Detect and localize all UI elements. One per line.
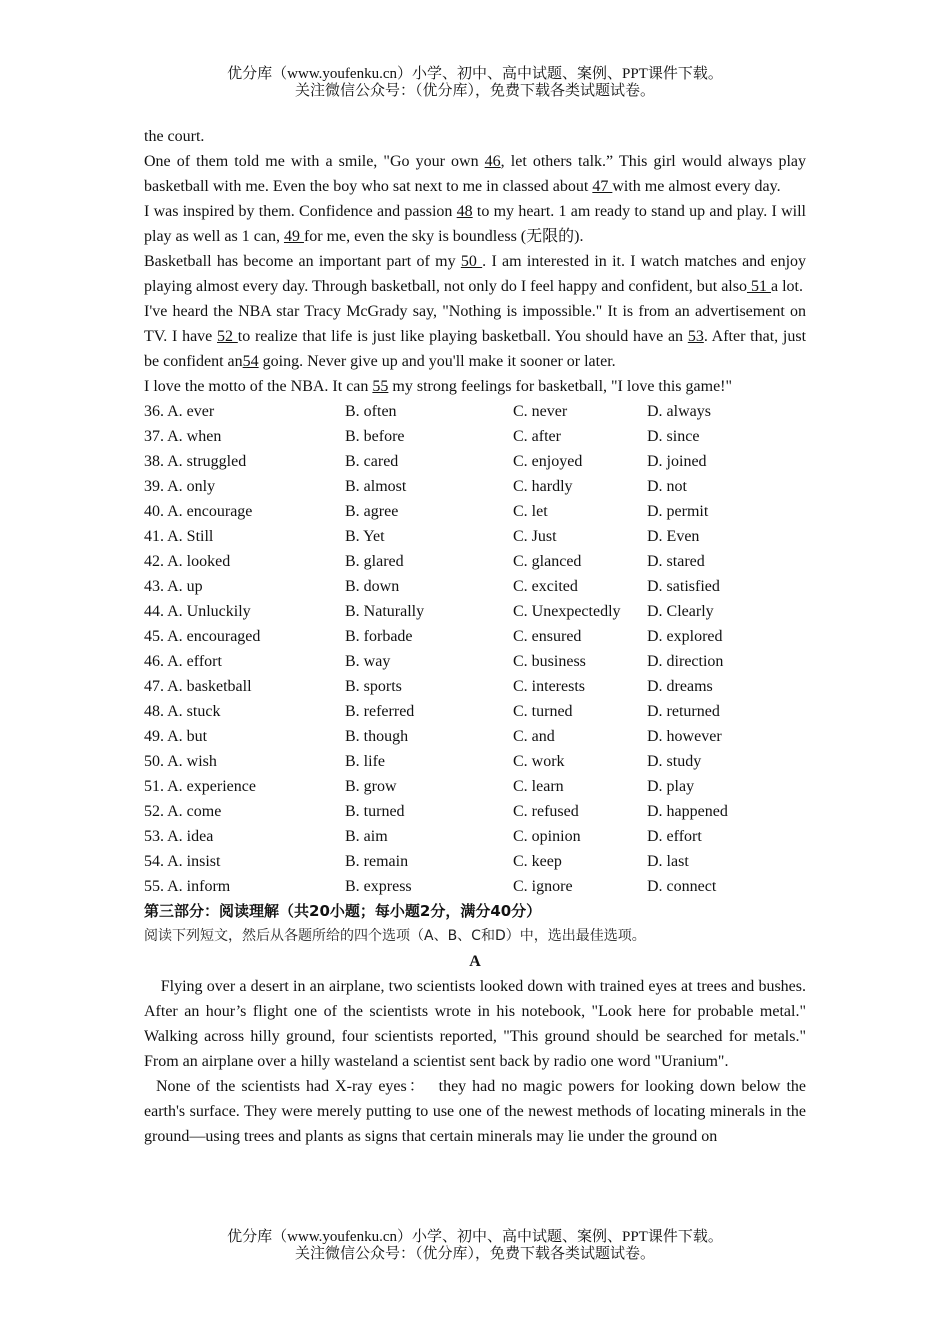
option-cell: D. always <box>647 403 711 420</box>
option-cell: D. however <box>647 728 722 745</box>
blank-51: 51 <box>746 278 771 295</box>
passage-paragraph <box>144 199 806 249</box>
option-cell: 47. A. basketball <box>144 678 252 695</box>
option-cell: B. down <box>345 578 400 595</box>
blank-54: 54 <box>242 353 259 370</box>
document-body <box>144 124 811 1149</box>
blank-49: 49 <box>283 228 304 245</box>
text: . I am interested in it. I watch matches and enjoy playing almost every day. Through basketball, not only do I feel happy and confident, but also <box>144 253 807 295</box>
option-cell: B. turned <box>345 803 405 820</box>
option-cell: 43. A. up <box>144 578 203 595</box>
page-header <box>0 66 950 100</box>
option-cell: B. remain <box>345 853 409 870</box>
option-row <box>144 574 806 599</box>
options-table <box>144 399 806 899</box>
option-row <box>144 524 806 549</box>
option-row <box>144 649 806 674</box>
option-cell: C. never <box>513 403 568 420</box>
blank-50: 50 <box>460 253 483 270</box>
option-cell: B. way <box>345 653 391 670</box>
option-cell: 37. A. when <box>144 428 222 445</box>
text: Basketball has become an important part of my <box>144 253 461 270</box>
option-cell: C. ignore <box>513 878 573 895</box>
option-cell: C. glanced <box>513 553 582 570</box>
header-line-2: 关注微信公众号：（优分库），免费下载各类试题试卷。 <box>294 83 655 99</box>
blank-55: 55 <box>372 378 389 395</box>
text: a lot. <box>770 278 803 295</box>
option-cell: C. learn <box>513 778 564 795</box>
option-cell: C. interests <box>513 678 585 695</box>
option-cell: D. Even <box>647 528 700 545</box>
option-cell: B. life <box>345 753 385 770</box>
passage-paragraph <box>144 149 806 199</box>
option-cell: C. excited <box>513 578 578 595</box>
option-cell: D. explored <box>647 628 723 645</box>
passage-continuation: the court. <box>144 128 205 145</box>
option-cell: C. turned <box>513 703 573 720</box>
option-cell: D. not <box>647 478 687 495</box>
option-cell: D. effort <box>647 828 702 845</box>
option-row <box>144 424 806 449</box>
option-row <box>144 849 806 874</box>
option-cell: B. almost <box>345 478 407 495</box>
option-cell: B. agree <box>345 503 399 520</box>
blank-52: 52 <box>217 328 238 345</box>
option-cell: B. express <box>345 878 412 895</box>
text: my strong feelings for basketball, "I love this game!" <box>388 378 733 395</box>
option-cell: B. Yet <box>345 528 385 545</box>
option-cell: 54. A. insist <box>144 853 221 870</box>
option-cell: D. dreams <box>647 678 713 695</box>
option-row <box>144 499 806 524</box>
option-cell: D. direction <box>647 653 724 670</box>
option-cell: B. cared <box>345 453 399 470</box>
option-cell: 40. A. encourage <box>144 503 253 520</box>
option-cell: 41. A. Still <box>144 528 214 545</box>
option-row <box>144 824 806 849</box>
reading-paragraph-2: None of the scientists had X-ray eyes： they had no magic powers for looking down below the earth's surface. They were merely putting to use one of the newest methods of locating minerals in the ground—using trees and plants as signs that certain minerals may lie under the ground on <box>144 1078 811 1145</box>
reading-paragraph-1: Flying over a desert in an airplane, two scientists looked down with trained eyes at trees and bushes. After an hour’s flight one of the scientists wrote in his notebook, "Look here for probable metal." Walking across hilly ground, four scientists reported, "This ground should be searched for metals." From an airplane over a hilly wasteland a scientist sent back by radio one word "Uranium". <box>144 978 810 1070</box>
text: , let others talk.” This girl would always play basketball with me. Even the boy who sat next to me in classed about <box>144 153 806 195</box>
page-footer <box>0 1229 950 1263</box>
passage-paragraph <box>144 374 806 399</box>
option-cell: 52. A. come <box>144 803 222 820</box>
option-cell: 44. A. Unluckily <box>144 603 251 620</box>
passage-paragraph <box>144 249 806 299</box>
footer-line-1: 优分库（www.youfenku.cn）小学、初中、高中试题、案例、PPT课件下载。 <box>227 1229 723 1245</box>
option-cell: C. refused <box>513 803 579 820</box>
option-cell: B. often <box>345 403 397 420</box>
text: . After that, just be confident an <box>144 328 807 370</box>
option-cell: C. business <box>513 653 586 670</box>
option-row <box>144 624 806 649</box>
option-cell: C. ensured <box>513 628 582 645</box>
option-cell: D. happened <box>647 803 728 820</box>
header-line-1: 优分库（www.youfenku.cn）小学、初中、高中试题、案例、PPT课件下载。 <box>227 66 723 82</box>
option-cell: 51. A. experience <box>144 778 256 795</box>
option-cell: D. since <box>647 428 700 445</box>
text: with me almost every day. <box>612 178 781 195</box>
blank-46: 46 <box>484 153 501 170</box>
option-cell: B. glared <box>345 553 404 570</box>
option-cell: D. stared <box>647 553 705 570</box>
text: One of them told me with a smile, "Go your own <box>144 153 485 170</box>
blank-47: 47 <box>592 178 613 195</box>
text: for me, even the sky is boundless (无限的). <box>303 228 584 245</box>
option-cell: C. work <box>513 753 565 770</box>
footer-line-2: 关注微信公众号：（优分库），免费下载各类试题试卷。 <box>294 1246 655 1262</box>
option-cell: C. opinion <box>513 828 581 845</box>
text: I love the motto of the NBA. It can <box>144 378 373 395</box>
option-cell: B. Naturally <box>345 603 425 620</box>
blank-53: 53 <box>687 328 704 345</box>
option-cell: B. sports <box>345 678 402 695</box>
option-row <box>144 449 806 474</box>
option-row <box>144 474 806 499</box>
option-cell: D. connect <box>647 878 717 895</box>
option-row <box>144 799 806 824</box>
option-cell: D. last <box>647 853 689 870</box>
option-cell: 55. A. inform <box>144 878 231 895</box>
option-row <box>144 774 806 799</box>
option-cell: B. aim <box>345 828 388 845</box>
option-cell: C. and <box>513 728 555 745</box>
section-instruction: 阅读下列短文，然后从各题所给的四个选项（A、B、C和D）中，选出最佳选项。 <box>144 928 646 944</box>
option-cell: B. forbade <box>345 628 413 645</box>
option-cell: C. Just <box>513 528 557 545</box>
option-row <box>144 399 806 424</box>
option-cell: D. permit <box>647 503 709 520</box>
option-row <box>144 549 806 574</box>
option-cell: 36. A. ever <box>144 403 215 420</box>
option-cell: 48. A. stuck <box>144 703 221 720</box>
option-cell: C. enjoyed <box>513 453 583 470</box>
option-cell: D. returned <box>647 703 720 720</box>
option-row <box>144 724 806 749</box>
option-cell: 38. A. struggled <box>144 453 247 470</box>
option-cell: C. hardly <box>513 478 573 495</box>
option-cell: C. let <box>513 503 548 520</box>
option-cell: 45. A. encouraged <box>144 628 261 645</box>
option-cell: C. after <box>513 428 561 445</box>
option-row <box>144 874 806 899</box>
option-cell: D. Clearly <box>647 603 714 620</box>
text: to realize that life is just like playing basketball. You should have an <box>237 328 688 345</box>
passage-label: A <box>469 953 481 970</box>
text: I was inspired by them. Confidence and passion <box>144 203 457 220</box>
text: going. Never give up and you'll make it sooner or later. <box>258 353 616 370</box>
option-cell: D. play <box>647 778 695 795</box>
option-row <box>144 749 806 774</box>
passage-paragraph <box>144 299 806 374</box>
option-cell: 46. A. effort <box>144 653 222 670</box>
option-cell: D. joined <box>647 453 707 470</box>
section-title: 第三部分：阅读理解（共20小题；每小题2分，满分40分） <box>144 902 542 920</box>
option-cell: D. satisfied <box>647 578 720 595</box>
option-cell: B. before <box>345 428 405 445</box>
option-cell: D. study <box>647 753 702 770</box>
text: I've heard the NBA star Tracy McGrady say, "Nothing is impossible." It is from an advertisement on TV. I have <box>144 303 806 345</box>
option-cell: 53. A. idea <box>144 828 214 845</box>
option-row <box>144 674 806 699</box>
option-cell: 39. A. only <box>144 478 216 495</box>
option-cell: C. Unexpectedly <box>513 603 621 620</box>
option-cell: 49. A. but <box>144 728 208 745</box>
option-row <box>144 599 806 624</box>
option-cell: B. though <box>345 728 409 745</box>
option-cell: C. keep <box>513 853 562 870</box>
option-cell: 50. A. wish <box>144 753 217 770</box>
option-cell: B. grow <box>345 778 397 795</box>
blank-48: 48 <box>456 203 473 220</box>
text: to my heart. 1 am ready to stand up and play. I will play as well as 1 can, <box>144 203 806 245</box>
option-cell: 42. A. looked <box>144 553 231 570</box>
option-cell: B. referred <box>345 703 415 720</box>
option-row <box>144 699 806 724</box>
